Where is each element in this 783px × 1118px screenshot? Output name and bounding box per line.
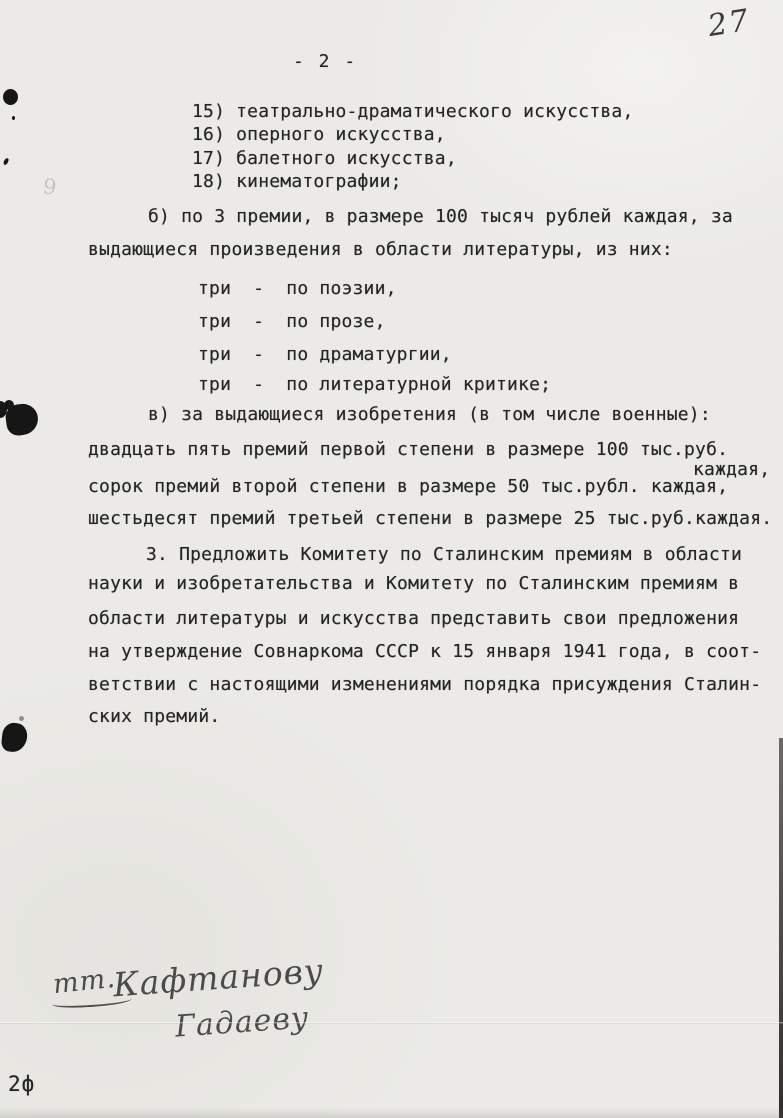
list-item-17: 17) балетного искусства, [192, 148, 457, 169]
clause-v-line-1: в) за выдающиеся изобретения (в том числе военные): [148, 404, 711, 425]
literature-prize-prose: три - по прозе, [198, 311, 386, 332]
ink-blot-large [4, 402, 40, 437]
item-3-line-5: ветствии с настоящими изменениями порядка присуждения Сталин- [88, 674, 762, 695]
list-item-15: 15) театрально-драматического искусства, [192, 101, 634, 122]
handwritten-addressee-prefix: тт. [51, 962, 118, 1001]
clause-b-line-2: выдающиеся произведения в области литературы, из них: [88, 239, 673, 260]
item-3-line-6: ских премий. [88, 706, 221, 727]
clause-b-line-1: б) по 3 премии, в размере 100 тысяч рублей каждая, за [148, 206, 733, 227]
handwritten-addressee-kaftanov: Кафтанову [111, 950, 326, 1005]
gray-speck [19, 716, 24, 721]
archive-footer-mark: 2ф [8, 1072, 36, 1096]
faint-pencil-digit: 9 [41, 174, 58, 200]
list-item-16: 16) оперного искусства, [192, 124, 446, 145]
scan-edge-shadow [779, 738, 783, 1118]
list-item-18: 18) кинематографии; [192, 171, 402, 192]
ink-blot-middle-left [1, 722, 29, 753]
literature-prize-drama: три - по драматургии, [198, 344, 452, 365]
item-3-line-3: области литературы и искусства представить свои предложения [88, 608, 740, 629]
item-3-line-4: на утверждение Совнаркома СССР к 15 января 1941 года, в соот- [88, 641, 762, 662]
inventions-first-degree: двадцать пять премий первой степени в размере 100 тыс.руб. [88, 439, 729, 460]
item-3-line-2: науки и изобретательства и Комитету по Сталинским премиям в [88, 573, 740, 594]
page-header-number: - 2 - [293, 51, 358, 72]
inventions-second-degree: сорок премий второй степени в размере 50 тыс.рубл. каждая, [88, 476, 729, 497]
handwritten-page-number: 27 [705, 2, 753, 45]
handwritten-addressee-gadaev: Гадаеву [173, 1000, 311, 1045]
typed-insertion-kazhdaya: каждая, [693, 459, 771, 480]
item-3-line-1: 3. Предложить Комитету по Сталинским премиям в области [146, 544, 742, 565]
literature-prize-poetry: три - по поэзии, [198, 278, 397, 299]
ink-speck [12, 116, 15, 120]
ink-tick-mark [3, 157, 10, 165]
ink-blot-top-left [3, 89, 18, 105]
inventions-third-degree: шестьдесят премий третьей степени в размере 25 тыс.руб.каждая. [88, 508, 773, 529]
bottom-edge-shading [0, 1108, 783, 1118]
paper-crease [0, 1022, 783, 1023]
literature-prize-criticism: три - по литературной критике; [198, 374, 552, 395]
